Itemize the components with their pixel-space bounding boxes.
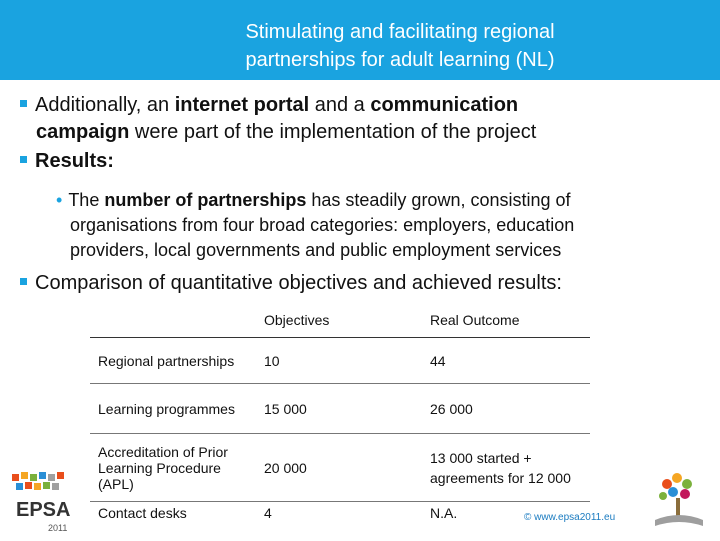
emphasis: internet portal [174,94,310,116]
row-outcome: 13 000 started + agreements for 12 000 [430,449,571,486]
table-row [90,338,590,384]
page-title-line-2: partnerships for adult learning (NL) [245,49,555,71]
bullet-1-line-2 [36,119,536,146]
table-header-empty [90,303,256,338]
bullet-2 [20,148,114,175]
comparison-table [90,303,590,526]
table-row [90,502,590,526]
text: Additionally, an [35,94,175,116]
row-label: Contact desks [98,504,187,521]
table-header-objectives: Objectives [264,312,330,328]
emphasis: communication [370,94,519,116]
text: The [68,190,105,210]
square-bullet-icon [20,156,27,163]
emphasis: campaign [36,121,130,143]
row-outcome: 44 [430,352,446,369]
table-header-real-outcome: Real Outcome [430,312,520,328]
bullet-3 [20,270,562,297]
logo-text: EPSA [16,499,71,521]
sub-bullet-line-3: providers, local governments and public employment services [70,240,562,260]
text: were part of the implementation of the project [129,121,537,143]
text: Comparison of quantitative objectives and achieved results: [35,272,562,294]
page-title-line-1: Stimulating and facilitating regional [245,21,555,43]
row-objective: 20 000 [264,459,307,476]
bullet-1-line-1 [20,92,518,119]
row-label: Learning programmes [98,400,235,417]
row-label: Accreditation of Prior Learning Procedure (APL) [98,443,228,492]
text: and a [309,94,371,116]
logo-year: 2011 [48,523,68,533]
epsa-logo [8,468,88,536]
row-objective: 15 000 [264,400,307,417]
square-bullet-icon [20,100,27,107]
title-banner [0,0,720,80]
dot-bullet-icon: • [56,190,63,210]
tree-logo [645,470,715,532]
row-objective: 4 [264,504,272,521]
square-bullet-icon [20,278,27,285]
sub-bullet-line-2: organisations from four broad categories: employers, education [70,215,575,235]
footer-url[interactable]: © www.epsa2011.eu [524,512,616,523]
row-objective: 10 [264,352,280,369]
table-header-row [90,303,590,338]
page-title [120,18,680,74]
sub-bullet-line-1 [56,188,571,212]
row-label: Regional partnerships [98,352,235,369]
table-row [90,384,590,434]
emphasis: number of partnerships [104,190,307,210]
row-outcome: 26 000 [430,400,473,417]
table-row [90,434,590,502]
row-outcome: N.A. [430,504,458,521]
text: has steadily grown, consisting of [306,190,571,210]
results-heading: Results: [35,150,114,172]
